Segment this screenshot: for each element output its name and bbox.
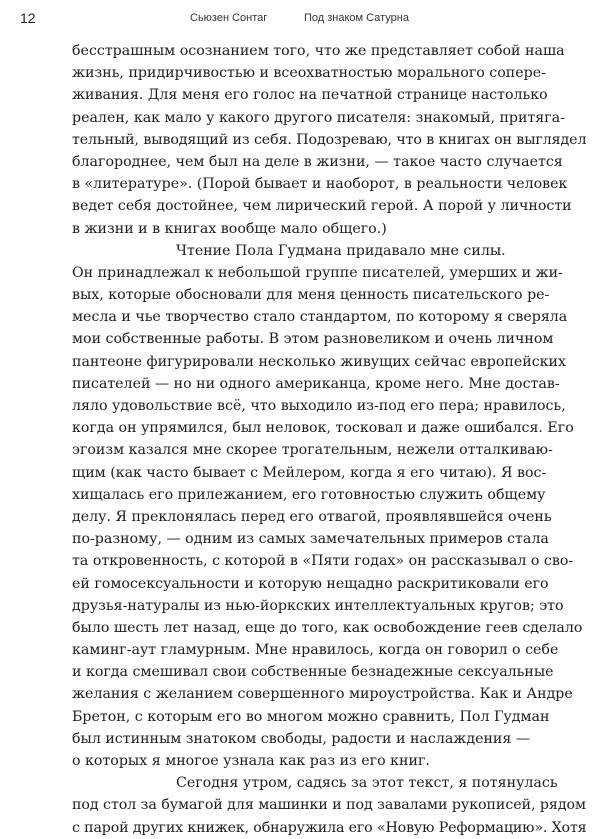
- text-line: вых, которые обосновали для меня ценность писательского ре-: [72, 287, 550, 304]
- text-line: ведет себя достойнее, чем лирический герой. А порой у личности: [72, 198, 572, 215]
- running-header: [20, 10, 580, 28]
- text-line: с парой других книжек, обнаружила его «Новую Реформацию». Хотя: [72, 819, 586, 836]
- text-line: и когда смешивал свои собственные безнадежные сексуальные: [72, 664, 554, 681]
- text-line: мои собственные работы. В этом разновеликом и очень личном: [72, 331, 554, 348]
- text-line: Бретон, с которым его во многом можно сравнить, Пол Гудман: [72, 708, 550, 725]
- text-line: ляло удовольствие всё, что выходило из-под его пера; нравилось,: [72, 398, 566, 414]
- text-line: щим (как часто бывает с Мейлером, когда я его читаю). Я вос-: [72, 464, 547, 481]
- body-text: [72, 40, 586, 839]
- text-line: жизнь, придирчивостью и всеохватностью морального сопере-: [72, 65, 546, 82]
- text-line: делу. Я преклонялась перед его отвагой, проявлявшейся очень: [72, 508, 552, 525]
- text-line: пантеоне фигурировали несколько живущих сейчас европейских: [72, 353, 566, 370]
- text-line: живания. Для меня его голос на печатной странице настолько: [72, 87, 548, 104]
- text-line: под стол за бумагой для машинки и под завалами рукописей, рядом: [72, 797, 586, 814]
- text-line: по-разному, — одним из самых замечательных примеров стала: [72, 531, 549, 548]
- running-header-book-title: Под знаком Сатурна: [304, 12, 409, 24]
- text-line: было шесть лет назад, еще до того, как освобождение геев сделало: [72, 619, 583, 636]
- page-number: 12: [20, 10, 36, 26]
- text-line: друзья-натуралы из нью-йоркских интеллектуальных кругов; это: [72, 597, 564, 614]
- text-line: в жизни и в книгах вообще мало общего.): [72, 220, 387, 237]
- text-line: когда он упрямился, был неловок, тосковал и даже ошибался. Его: [72, 420, 574, 437]
- text-line: в «литературе». (Порой бывает и наоборот, в реальности человек: [72, 176, 568, 193]
- text-line: о которых я многое узнала как раз из его книг.: [72, 753, 430, 769]
- text-line: та откровенность, с которой в «Пяти годах» он рассказывал о сво-: [72, 553, 574, 570]
- text-line: реален, как мало у какого другого писателя: знакомый, притяга-: [72, 109, 565, 126]
- text-line: желания с желанием совершенного мироустройства. Как и Андре: [72, 686, 573, 703]
- text-line: хищалась его прилежанием, его готовностью служить общему: [72, 486, 546, 503]
- text-line: благороднее, чем был на деле в жизни, — такое часто случается: [72, 153, 563, 170]
- text-line: месла и чье творчество стало стандартом, по которому я сверяла: [72, 309, 568, 326]
- running-header-author: Сьюзен Сонтаг: [190, 12, 268, 24]
- text-line: тельный, выводящий из себя. Подозреваю, что в книгах он выглядел: [72, 131, 586, 148]
- paragraph-first-line: Чтение Пола Гудмана придавало мне силы.: [176, 242, 506, 259]
- text-line: писателей — но ни одного американца, кроме него. Мне достав-: [72, 375, 560, 392]
- text-line: был истинным знатоком свободы, радости и наслаждения —: [72, 730, 531, 747]
- text-line: ей гомосексуальности и которую нещадно раскритиковали его: [72, 575, 549, 592]
- text-line: Он принадлежал к небольшой группе писателей, умерших и жи-: [72, 264, 563, 281]
- text-line: бесстрашным осознанием того, что же представляет собой наша: [72, 43, 565, 59]
- paragraph-first-line: Сегодня утром, садясь за этот текст, я потянулась: [176, 775, 558, 792]
- text-line: каминг-аут гламурным. Мне нравилось, когда он говорил о себе: [72, 642, 559, 659]
- text-line: эгоизм казался мне скорее трогательным, нежели отталкиваю-: [72, 442, 553, 459]
